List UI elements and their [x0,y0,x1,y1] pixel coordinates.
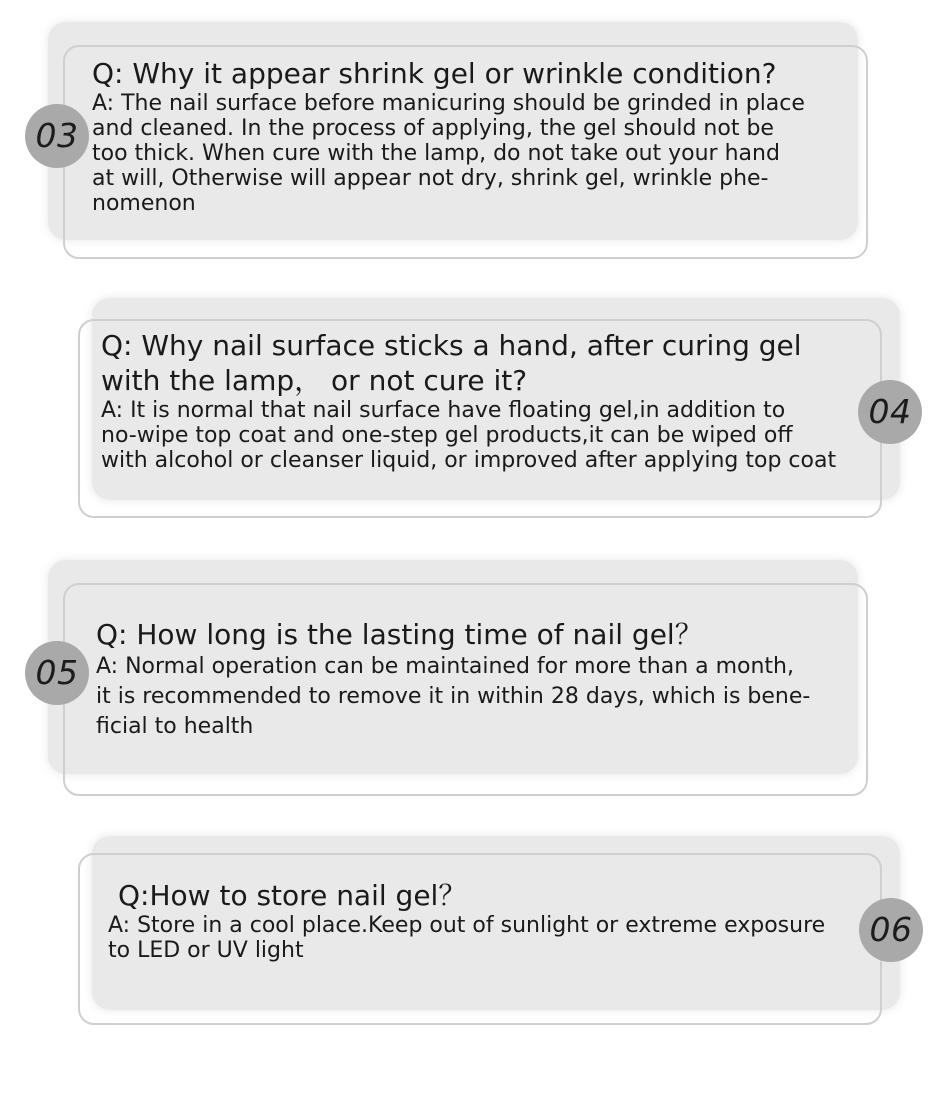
faq-content [108,878,868,963]
answer-line: nomenon [92,191,196,216]
answer-line: no-wipe top coat and one-step gel products,it can be wiped off [101,423,793,448]
answer-text [108,913,868,963]
answer-text [101,398,881,473]
answer-line: A: Store in a cool place.Keep out of sunlight or extreme exposure [108,913,826,938]
answer-line: A: The nail surface before manicuring should be grinded in place [92,91,805,116]
question-text [101,328,881,398]
number-badge: 04 [858,380,922,444]
question-text: Q: Why it appear shrink gel or wrinkle condition? [92,57,777,90]
faq-content [96,617,856,742]
faq-content [101,328,881,473]
answer-line: it is recommended to remove it in within 28 days, which is bene- [96,684,811,709]
answer-line: too thick. When cure with the lamp, do not take out your hand [92,141,780,166]
answer-line: A: It is normal that nail surface have floating gel,in addition to [101,398,786,423]
question-line: Q: Why nail surface sticks a hand, after curing gel [101,329,802,362]
answer-text [96,652,856,742]
faq-content [92,56,852,216]
question-text: Q: How long is the lasting time of nail gel？ [96,618,703,651]
number-badge: 05 [25,641,89,705]
answer-line: and cleaned. In the process of applying, the gel should not be [92,116,774,141]
number-badge: 06 [859,898,923,962]
answer-line: to LED or UV light [108,938,304,963]
answer-line: with alcohol or cleanser liquid, or improved after applying top coat [101,448,837,473]
answer-line: at will, Otherwise will appear not dry, shrink gel, wrinkle phe- [92,166,769,191]
number-badge: 03 [25,104,89,168]
answer-text [92,91,852,216]
answer-line: ficial to health [96,714,254,739]
question-line: with the lamp， or not cure it? [101,364,528,397]
question-text: Q:How to store nail gel？ [118,879,467,912]
answer-line: A: Normal operation can be maintained for more than a month, [96,654,794,679]
